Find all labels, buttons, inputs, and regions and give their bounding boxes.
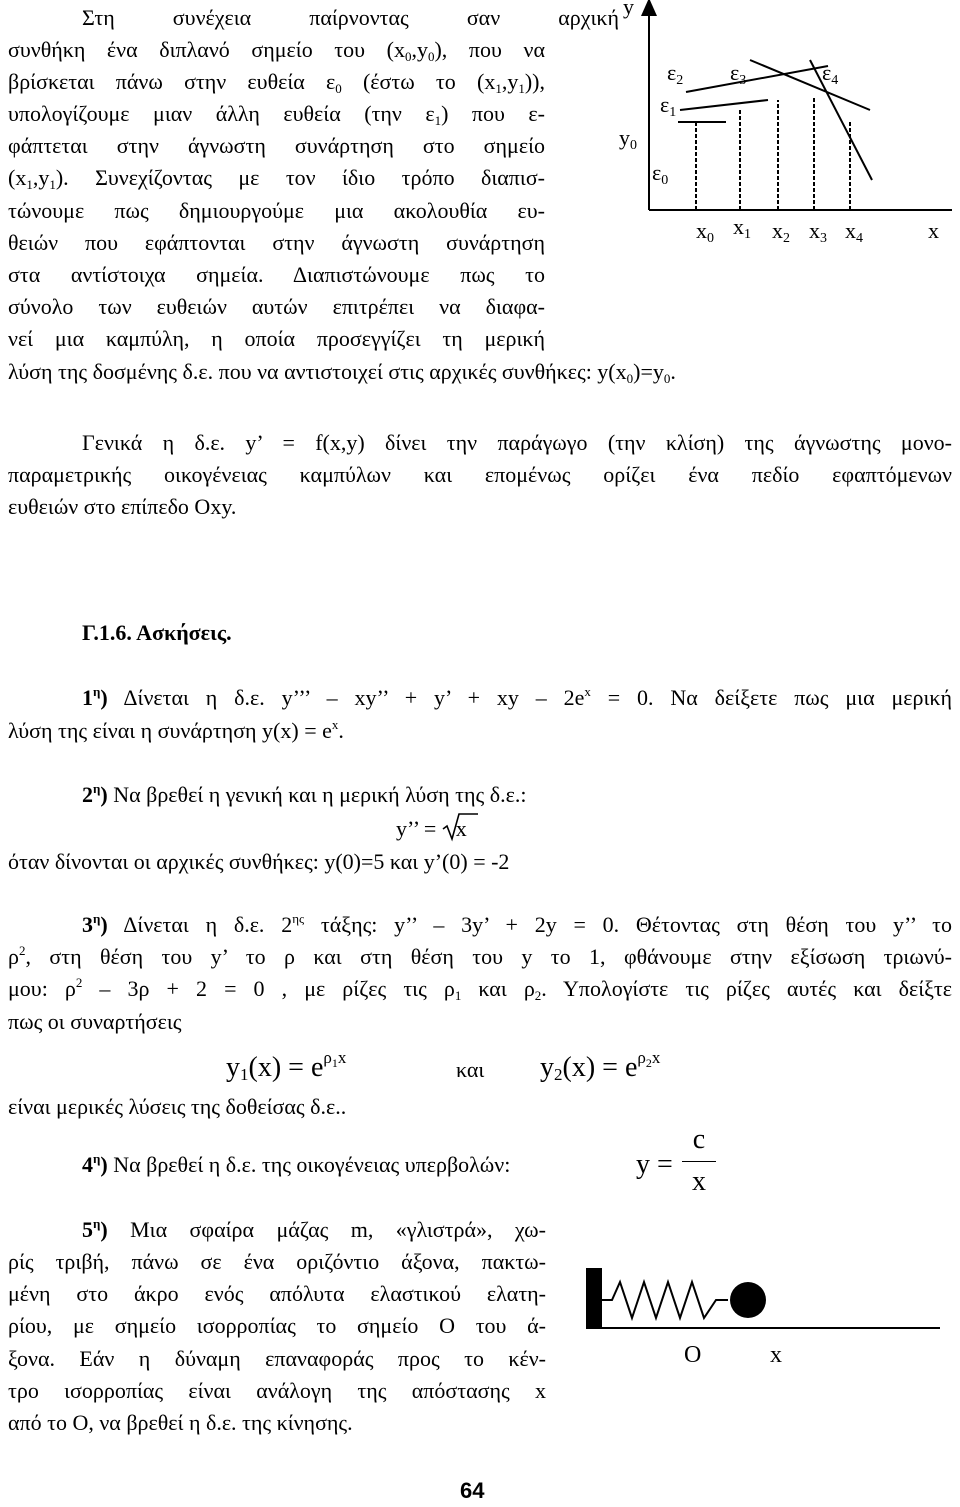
exercise-1-line-2 bbox=[8, 716, 344, 746]
intro-line-4 bbox=[8, 99, 545, 129]
text: ), που να bbox=[434, 37, 545, 62]
subscript: 0 bbox=[335, 81, 342, 96]
text: (έστω το (x bbox=[341, 69, 496, 94]
text: παραμετρικής οικογένειας καμπύλων και επομένως ορίζει ένα πεδίο εφαπτόμενων bbox=[8, 462, 952, 487]
subscript: 2 bbox=[554, 1065, 563, 1084]
exercise-number: 3 bbox=[82, 912, 93, 937]
exercise-1-line-1 bbox=[82, 683, 952, 713]
text: x bbox=[651, 1048, 661, 1067]
text: ,y bbox=[411, 37, 428, 62]
subscript: 1 bbox=[434, 113, 442, 128]
eps0-label bbox=[652, 160, 668, 188]
fraction-denominator: x bbox=[692, 1166, 706, 1197]
subscript: 2 bbox=[676, 73, 684, 88]
exercise-number: 4 bbox=[82, 1152, 93, 1177]
exercise-5-line-5: ξονα. Εάν η δύναμη επαναφοράς προς το κέν- bbox=[8, 1346, 546, 1371]
exercise-4-line-1 bbox=[82, 1150, 510, 1180]
text: ε bbox=[730, 60, 740, 85]
text: . Υπολογίστε τις ρίζες αυτές και δείξτε bbox=[541, 976, 953, 1001]
exercise-3-line-3 bbox=[8, 974, 952, 1004]
text: x bbox=[696, 218, 707, 243]
superscript: η bbox=[93, 781, 101, 796]
text: ). Συνεχίζοντας με τον ίδιο τρόπο διαπισ- bbox=[55, 165, 545, 190]
subscript: 0 bbox=[404, 49, 412, 64]
text: x bbox=[809, 218, 820, 243]
text: μου: ρ bbox=[8, 976, 76, 1001]
radical-sign bbox=[442, 812, 478, 842]
general-line-1 bbox=[82, 428, 952, 458]
superscript: ης bbox=[292, 911, 305, 926]
tangent-e2 bbox=[686, 66, 828, 92]
intro-line-7 bbox=[8, 196, 545, 226]
text: ) bbox=[100, 782, 108, 807]
exercise-5-line-1 bbox=[82, 1215, 546, 1245]
eps4-label bbox=[822, 60, 838, 88]
intro-line-1 bbox=[82, 3, 619, 33]
x2-tick bbox=[772, 218, 790, 246]
subscript: 1 bbox=[518, 81, 525, 96]
general-line-2 bbox=[8, 460, 952, 490]
text: τώνουμε πως δημιουργούμε μια ακολουθία ευ- bbox=[8, 198, 545, 223]
y-axis-label: y bbox=[623, 0, 634, 19]
text: Στη συνέχεια παίρνοντας σαν αρχική bbox=[82, 5, 619, 30]
subscript: 3 bbox=[820, 231, 827, 246]
text: στα αντίστοιχα σημεία. Διαπιστώνουμε πως το bbox=[8, 262, 545, 287]
subscript: 4 bbox=[831, 73, 839, 88]
superscript: 2 bbox=[75, 975, 83, 990]
superscript: η bbox=[93, 684, 101, 699]
x4-tick bbox=[845, 218, 863, 246]
text: x bbox=[772, 218, 783, 243]
subscript: 0 bbox=[661, 173, 669, 188]
exercise-2-line-1 bbox=[82, 780, 526, 810]
x-axis-label: x bbox=[928, 218, 939, 243]
text: )=y bbox=[633, 359, 664, 384]
exercise-number: 1 bbox=[82, 685, 93, 710]
text: )), bbox=[524, 69, 545, 94]
exercise-number: 5 bbox=[82, 1217, 93, 1242]
text: x bbox=[733, 214, 744, 239]
text: ) που ε- bbox=[441, 101, 545, 126]
subscript: 1 bbox=[744, 227, 751, 242]
intro-line-12 bbox=[8, 357, 676, 387]
fixed-wall bbox=[586, 1268, 602, 1328]
tangent-lines-figure bbox=[600, 0, 960, 250]
text: ) bbox=[100, 1152, 108, 1177]
text: Δίνεται η δ.ε. y’’’ – xy’’ + y’ + xy – 2e bbox=[107, 685, 585, 710]
subscript: 4 bbox=[856, 231, 863, 246]
subscript: 1 bbox=[495, 81, 502, 96]
subscript: 1 bbox=[454, 988, 462, 1003]
subscript: 1 bbox=[669, 105, 677, 120]
intro-line-10 bbox=[8, 292, 545, 322]
subscript: 1 bbox=[331, 1056, 338, 1070]
text: ε bbox=[822, 60, 832, 85]
subscript: 1 bbox=[26, 177, 33, 192]
text: (x) = e bbox=[248, 1052, 324, 1083]
text: σύνολο των ευθειών αυτών επιτρέπει να διαφα- bbox=[8, 294, 545, 319]
text: ) bbox=[100, 912, 108, 937]
tangent-e4 bbox=[810, 60, 872, 180]
text: ρ bbox=[323, 1048, 332, 1067]
page-number: 64 bbox=[460, 1478, 485, 1503]
eps3-label bbox=[730, 60, 746, 88]
subscript: 0 bbox=[707, 231, 714, 246]
text: y bbox=[540, 1052, 554, 1083]
text: Μια σφαίρα μάζας m, «γλιστρά», χω- bbox=[107, 1217, 546, 1242]
text: Να βρεθεί η γενική και η μερική λύση της δ.ε.: bbox=[107, 782, 527, 807]
intro-line-8 bbox=[8, 228, 545, 258]
text: ) bbox=[100, 685, 108, 710]
text: x bbox=[455, 816, 467, 841]
exercise-number: 2 bbox=[82, 782, 93, 807]
x3-tick bbox=[809, 218, 827, 246]
intro-line-9 bbox=[8, 260, 545, 290]
origin-label: O bbox=[684, 1342, 702, 1368]
general-line-3 bbox=[8, 492, 236, 522]
exercise-2-equation bbox=[396, 814, 467, 844]
text: υπολογίζουμε μιαν άλλη ευθεία (την ε bbox=[8, 101, 435, 126]
superscript: η bbox=[93, 1216, 101, 1231]
text: ευθειών στο επίπεδο Οxy. bbox=[8, 494, 237, 519]
subscript: 1 bbox=[240, 1065, 249, 1084]
text: – 3ρ + 2 = 0 , με ρίζες τις ρ bbox=[82, 976, 455, 1001]
exponent bbox=[323, 1048, 347, 1070]
exercise-3-function-1 bbox=[226, 1048, 346, 1088]
text: = 0. Να δείξετε πως μια μερική bbox=[590, 685, 952, 710]
exercise-3-line-5: είναι μερικές λύσεις της δοθείσας δ.ε.. bbox=[8, 1094, 347, 1119]
exercise-3-line-4: πως οι συναρτήσεις bbox=[8, 1009, 182, 1034]
text: λύση της δοσμένης δ.ε. που να αντιστοιχεί στις αρχικές συνθήκες: y(x bbox=[8, 359, 627, 384]
fraction-bar bbox=[682, 1161, 716, 1162]
text: (x) = e bbox=[562, 1052, 638, 1083]
section-title: Γ.1.6. Ασκήσεις. bbox=[82, 620, 232, 645]
exercise-5-line-3: μένη στο άκρο ενός απόλυτα ελαστικού ελατη- bbox=[8, 1281, 546, 1306]
text: λύση της είναι η συνάρτηση y(x) = e bbox=[8, 718, 332, 743]
text: . bbox=[338, 718, 344, 743]
subscript: 2 bbox=[645, 1056, 652, 1070]
square-root bbox=[442, 814, 467, 844]
exercise-5-line-7: από το Ο, να βρεθεί η δ.ε. της κίνησης. bbox=[8, 1410, 353, 1435]
subscript: 0 bbox=[630, 138, 637, 153]
subscript: 0 bbox=[427, 49, 435, 64]
subscript: 0 bbox=[663, 371, 671, 386]
text: ρ bbox=[8, 944, 19, 969]
eps1-label bbox=[660, 92, 676, 120]
exercise-5-line-2: ρίς τριβή, πάνω σε ένα οριζόντιο άξονα, πακτω- bbox=[8, 1249, 546, 1274]
subscript: 2 bbox=[534, 988, 542, 1003]
text: ,y bbox=[32, 165, 50, 190]
spring bbox=[602, 1282, 728, 1318]
intro-line-5 bbox=[8, 131, 545, 161]
x1-tick bbox=[733, 214, 751, 242]
text: Δίνεται η δ.ε. 2 bbox=[107, 912, 293, 937]
fraction-numerator: c bbox=[692, 1124, 706, 1155]
exercise-3-line-2 bbox=[8, 942, 952, 972]
text: ε bbox=[652, 160, 662, 185]
text: x bbox=[337, 1048, 347, 1067]
y0-label bbox=[619, 125, 637, 153]
text: y bbox=[619, 125, 630, 150]
superscript: 2 bbox=[18, 943, 26, 958]
intro-line-11 bbox=[8, 324, 545, 354]
text: βρίσκεται πάνω στην ευθεία ε bbox=[8, 69, 336, 94]
text: . bbox=[670, 359, 676, 384]
intro-line-3 bbox=[8, 67, 545, 97]
text: y’’ = bbox=[396, 816, 442, 841]
text: θειών που εφάπτονται στην άγνωστη συνάρτηση bbox=[8, 230, 545, 255]
exercise-3-function-2 bbox=[540, 1048, 660, 1088]
text: ε bbox=[667, 60, 677, 85]
text: συνθήκη ένα διπλανό σημείο του (x bbox=[8, 37, 405, 62]
intro-line-6 bbox=[8, 163, 545, 193]
spring-mass-figure bbox=[580, 1260, 950, 1390]
sphere-mass bbox=[730, 1282, 766, 1318]
superscript: x bbox=[584, 684, 591, 699]
tangent-e3 bbox=[750, 60, 870, 110]
x0-tick bbox=[696, 218, 714, 246]
exercise-5-line-4: ρίου, με σημείο ισορροπίας το σημείο Ο του ά- bbox=[8, 1313, 546, 1338]
text: τάξης: y’’ – 3y’ + 2y = 0. Θέτοντας στη θέση του y’’ το bbox=[304, 912, 953, 937]
text: Γενικά η δ.ε. y’ = f(x,y) δίνει την παράγωγο (την κλίση) της άγνωστης μονο- bbox=[82, 430, 952, 455]
fraction-lhs: y = bbox=[636, 1149, 673, 1180]
subscript: 3 bbox=[739, 73, 747, 88]
text: φάπτεται στην άγνωστη συνάρτηση στο σημείο bbox=[8, 133, 545, 158]
exponent bbox=[637, 1048, 661, 1070]
tangent-e1 bbox=[680, 100, 768, 110]
exercise-3-line-1 bbox=[82, 910, 952, 940]
text: νεί μια καμπύλη, η οποία προσεγγίζει τη μερική bbox=[8, 326, 545, 351]
and-word: και bbox=[456, 1057, 485, 1082]
superscript: η bbox=[93, 1151, 101, 1166]
subscript: 2 bbox=[783, 231, 790, 246]
intro-line-2 bbox=[8, 35, 545, 65]
text: (x bbox=[8, 165, 27, 190]
text: ρ bbox=[637, 1048, 646, 1067]
text: και ρ bbox=[461, 976, 535, 1001]
text: y bbox=[226, 1052, 240, 1083]
subscript: 1 bbox=[49, 177, 56, 192]
text: ,y bbox=[501, 69, 519, 94]
text: x bbox=[845, 218, 856, 243]
superscript: η bbox=[93, 911, 101, 926]
text: , στη θέση του y’ το ρ και στη θέση του y το 1, φθάνουμε στην εξίσωση τριωνύ- bbox=[25, 944, 952, 969]
superscript: x bbox=[331, 717, 339, 732]
eps2-label bbox=[667, 60, 683, 88]
x-label: x bbox=[770, 1342, 782, 1368]
subscript: 0 bbox=[626, 371, 634, 386]
text: Να βρεθεί η δ.ε. της οικογένειας υπερβολών: bbox=[107, 1152, 511, 1177]
text: ) bbox=[100, 1217, 108, 1242]
exercise-5-line-6: τρο ισορροπίας είναι ανάλογη της απόστασης x bbox=[8, 1378, 546, 1403]
exercise-2-conditions: όταν δίνονται οι αρχικές συνθήκες: y(0)=5 και y’(0) = -2 bbox=[8, 849, 510, 874]
text: ε bbox=[660, 92, 670, 117]
